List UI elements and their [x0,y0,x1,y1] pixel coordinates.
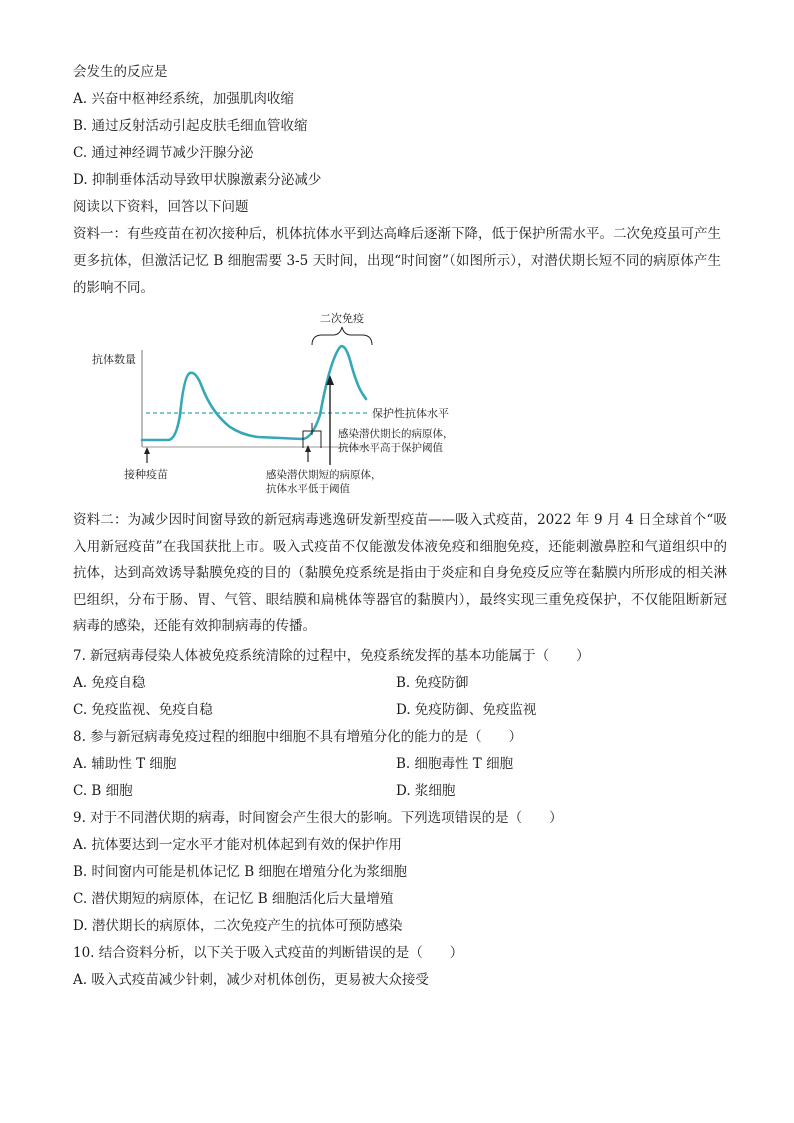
secondary-immunity-label: 二次免疫 [320,312,364,325]
prev-option-c: C. 通过神经调节减少汗腺分泌 [73,145,254,161]
question-7-stem: 7. 新冠病毒侵染人体被免疫系统清除的过程中，免疫系统发挥的基本功能属于（ ） [73,648,590,664]
question-9-option-a: A. 抗体要达到一定水平才能对机体起到有效的保护作用 [73,837,402,853]
y-axis-label: 抗体数量 [92,353,136,366]
prev-option-a: A. 兴奋中枢神经系统，加强肌肉收缩 [73,91,294,107]
material-two-paragraph: 资料二：为减少因时间窗导致的新冠病毒逃逸研发新型疫苗——吸入式疫苗，2022 年 9 月 4 日全球首个“吸入用新冠疫苗”在我国获批上市。吸入式疫苗不仅能激发体液免疫和细胞免疫，还能刺激鼻腔和气道组织中的抗体，达到高效诱导黏膜免疫的目的（黏膜免疫系统是指由于炎症和自身免疫反应等在黏膜内所形成的相关淋巴组织，分布于肠、胃、气管、眼结膜和扁桃体等器官的黏膜内），最终实现三重免疫保护，不仅能阻断新冠病毒的感染，还能有效抑制病毒的传播。 [73,512,727,634]
material-one-paragraph: 资料一：有些疫苗在初次接种后，机体抗体水平到达高峰后逐渐下降，低于保护所需水平。二次免疫虽可产生更多抗体，但激活记忆 B 细胞需要 3-5 天时间，出现“时间窗”（如图所示），对潜伏期长短不同的病原体产生的影响不同。 [73,226,721,296]
question-9-stem: 9. 对于不同潜伏期的病毒，时间窗会产生很大的影响。下列选项错误的是（ ） [73,810,563,826]
protective-level-label: 保护性抗体水平 [372,407,449,420]
question-7-option-d: D. 免疫防御、免疫监视 [396,702,537,718]
question-9-option-b: B. 时间窗内可能是机体记忆 B 细胞在增殖分化为浆细胞 [73,864,408,880]
question-7-option-b: B. 免疫防御 [396,675,469,691]
question-7-option-c: C. 免疫监视、免疫自稳 [73,702,213,718]
question-9-option-c: C. 潜伏期短的病原体，在记忆 B 细胞活化后大量增殖 [73,891,394,907]
antibody-curve [142,346,366,440]
reading-instruction: 阅读以下资料，回答以下问题 [73,199,249,215]
short-latency-label-2: 抗体水平低于阈值 [266,483,350,495]
question-8-option-b: B. 细胞毒性 T 细胞 [396,756,514,772]
antibody-time-window-figure [80,305,500,500]
vaccine-label: 接种疫苗 [124,468,168,481]
secondary-immunity-brace [312,327,372,345]
question-8-option-c: C. B 细胞 [73,783,133,799]
prev-option-d: D. 抑制垂体活动导致甲状腺激素分泌减少 [73,172,322,188]
question-8-stem: 8. 参与新冠病毒免疫过程的细胞中细胞不具有增殖分化的能力的是（ ） [73,729,523,745]
question-10-stem: 10. 结合资料分析，以下关于吸入式疫苗的判断错误的是（ ） [73,945,464,961]
short-latency-label-1: 感染潜伏期短的病原体， [266,469,382,481]
prev-option-b: B. 通过反射活动引起皮肤毛细血管收缩 [73,118,308,134]
long-latency-label-2: 抗体水平高于保护阈值 [338,442,443,454]
question-8-option-a: A. 辅助性 T 细胞 [73,756,177,772]
question-stem-continuation: 会发生的反应是 [73,64,168,80]
question-9-option-d: D. 潜伏期长的病原体，二次免疫产生的抗体可预防感染 [73,918,403,934]
question-8-option-d: D. 浆细胞 [396,783,456,799]
vaccine-arrowhead [144,447,150,454]
short-latency-arrowhead [305,445,311,452]
question-10-option-a: A. 吸入式疫苗减少针刺，减少对机体创伤，更易被大众接受 [73,972,429,988]
question-7-option-a: A. 免疫自稳 [73,675,146,691]
long-latency-label-1: 感染潜伏期长的病原体， [338,428,454,440]
